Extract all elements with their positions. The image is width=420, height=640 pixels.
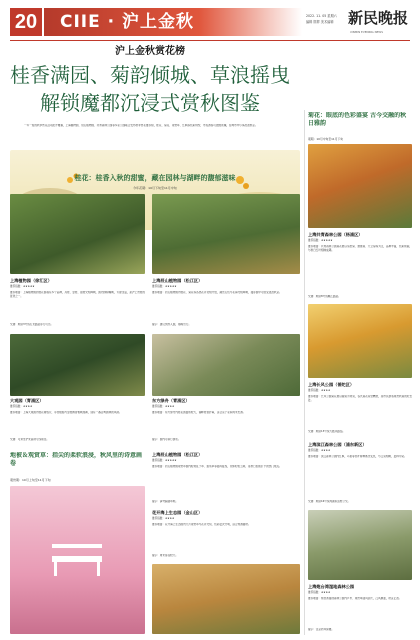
park-desc: 推荐理由：上海植物园的桂花园栽有多个品种，丹桂、金桂、银桂交相辉映，园内绿树掩映，芳香四溢，是沪上赏桂的首选之一。	[10, 291, 145, 298]
park-rating: 推荐指数：★★★★	[10, 405, 33, 408]
park-desc: 推荐理由：滨江森林公园内红枫、乌桕等色叶树种渐次变色，与江景相映，层林尽染。	[308, 455, 407, 458]
intro-paragraph: 一年一度的秋季赏花活动拉开帷幕，上海植物园、辰山植物园、共青森林公园等多家公园联合发布秋季赏花推荐榜，桂花、菊花、观赏草、红枫等色彩缤纷，市民游客可按图索骥，在城市中尽享浓浓秋意。	[24, 124, 258, 127]
grass-section-sub: 观赏期：10月上旬至11月下旬	[10, 478, 51, 482]
park-tip: 交通：可乘坐沪朱高速专线前往。	[10, 438, 49, 441]
park-rating: 推荐指数：★★★★	[308, 449, 331, 452]
park-title: 上海滨江森林公园（浦东新区）	[308, 442, 367, 447]
park-tip: 提示：园内可骑行游览。	[152, 438, 181, 441]
photo-flower-sea	[152, 564, 300, 634]
park-title: 东方绿舟（青浦区）	[152, 398, 190, 403]
photo-chenshan	[152, 194, 300, 274]
page-header	[0, 0, 420, 44]
park-title: 上海共青森林公园（杨浦区）	[308, 232, 363, 237]
photo-shanghai-botanical	[10, 194, 145, 274]
chrysanthemum-sub: 观期：10月中旬至11月下旬	[308, 137, 344, 141]
column-divider	[304, 110, 305, 635]
park-tip: 提示：周末客流较大。	[152, 554, 178, 557]
brand-english: XINMIN EVENING NEWS	[350, 30, 383, 34]
park-desc: 推荐理由：上海大观园内桂花树成片，亭台楼阁与金桂飘香相映成趣，别有一番古典园林的风韵。	[10, 411, 122, 414]
park-rating: 推荐指数：★★★★	[152, 405, 175, 408]
osmanthus-title: 桂花：桂香入秋的甜蜜，藏在园林与湖畔的馥郁滋味	[74, 174, 236, 182]
park-rating: 推荐指数：★★★★	[308, 389, 331, 392]
park-rating: 推荐指数：★★★★	[308, 591, 331, 594]
park-desc: 推荐理由：花开海上生态园内大片观赏草与花卉交织，色彩层次分明，适合郊游踏秋。	[152, 523, 251, 526]
editor-line: 编辑 胖胖 美术编辑	[306, 20, 334, 24]
grass-section-title: 地被＆观赏草：指尖的柔软浪浸，秋风里的诗意画卷	[10, 452, 143, 467]
park-title: 上海植物园（徐汇区）	[10, 278, 52, 283]
park-rating: 推荐指数：★★★★★	[152, 285, 177, 288]
park-title: 大观园（青浦区）	[10, 398, 44, 403]
park-desc: 推荐理由：炮台湾湿地森林公园内芦苇、观赏草随风起伏，江风拂面，秋意正浓。	[308, 597, 402, 600]
park-tip: 交通：地铁13号线大渡河路站。	[308, 430, 346, 433]
headline-kicker: 沪上金秋赏花榜	[115, 46, 185, 57]
page-number: 20	[10, 8, 42, 36]
park-title: 上海长风公园（普陀区）	[308, 382, 355, 387]
park-title: 上海辰山植物园（松江区）	[152, 452, 203, 457]
section-name: CIIE · 沪上金秋	[60, 12, 195, 32]
headline-title-2: 解锁魔都沉浸式赏秋图鉴	[40, 91, 260, 115]
park-tip: 交通：地铁8号线嫩江路站。	[308, 295, 341, 298]
photo-oriental-land	[152, 334, 300, 396]
headline-title-1: 桂香满园、菊韵倾城、草浪摇曳	[10, 63, 290, 87]
park-rating: 推荐指数：★★★★★	[10, 285, 35, 288]
osmanthus-subtitle: 今年花期：10月下旬至11月中旬	[133, 186, 177, 190]
photo-paotaiwan	[308, 510, 412, 580]
park-tip: 提示：建议预约入园，错峰出行。	[152, 323, 191, 326]
photo-gongqing-chrysanthemum	[308, 144, 412, 228]
photo-grand-view-garden	[10, 334, 145, 396]
park-title: 花开海上生态园（金山区）	[152, 510, 203, 515]
date-line: 2022. 11. 05 星期六	[306, 14, 337, 18]
park-rating: 推荐指数：★★★★★	[308, 239, 333, 242]
bench-illustration	[10, 486, 145, 634]
park-rating: 推荐指数：★★★★★	[152, 459, 177, 462]
park-rating: 推荐指数：★★★★	[152, 517, 175, 520]
park-desc: 推荐理由：东方绿舟内桂花园面积较大，湖畔桂香扑鼻，适合亲子家庭周末出游。	[152, 411, 246, 414]
photo-pink-grass-bench	[10, 486, 145, 634]
park-desc: 推荐理由：共青森林公园菊花展以造型菊、悬崖菊、大立菊等为主，品种丰富，色彩艳丽，与秋日红叶相映成趣。	[308, 245, 412, 252]
divider	[10, 40, 410, 41]
park-desc: 推荐理由：辰山植物园内桂花、菊花等各类花卉竞相开放，湖光山色与花海交相辉映，漫步园中可感受浓浓秋意。	[152, 291, 282, 294]
park-tip: 交通：地铁16号线周浦东站转公交。	[308, 500, 351, 503]
park-tip: 提示：请勿踩踏草地。	[152, 500, 178, 503]
chrysanthemum-title: 菊花：眼底的色彩盛宴 古今交融的秋日雅韵	[308, 112, 407, 127]
park-title: 上海炮台湾湿地森林公园	[308, 584, 355, 589]
park-tip: 提示：注意防风保暖。	[308, 628, 334, 631]
park-tip: 交通：地铁3号线石龙路站步行可达。	[10, 323, 54, 326]
brand-logo: 新民晚报	[348, 9, 409, 27]
park-desc: 推荐理由：辰山植物园观赏草园内粉黛乱子草、狼尾草等随风摇曳，宛如粉色云雾，是秋日拍照打卡的热门地点。	[152, 465, 282, 468]
photo-changfeng-chrysanthemum	[308, 304, 412, 378]
park-desc: 推荐理由：长风公园菊花展以湖景为背景，各式菊花造型精致，是市民游客观赏秋菊的好去处。	[308, 395, 412, 402]
park-title: 上海辰山植物园（松江区）	[152, 278, 203, 283]
